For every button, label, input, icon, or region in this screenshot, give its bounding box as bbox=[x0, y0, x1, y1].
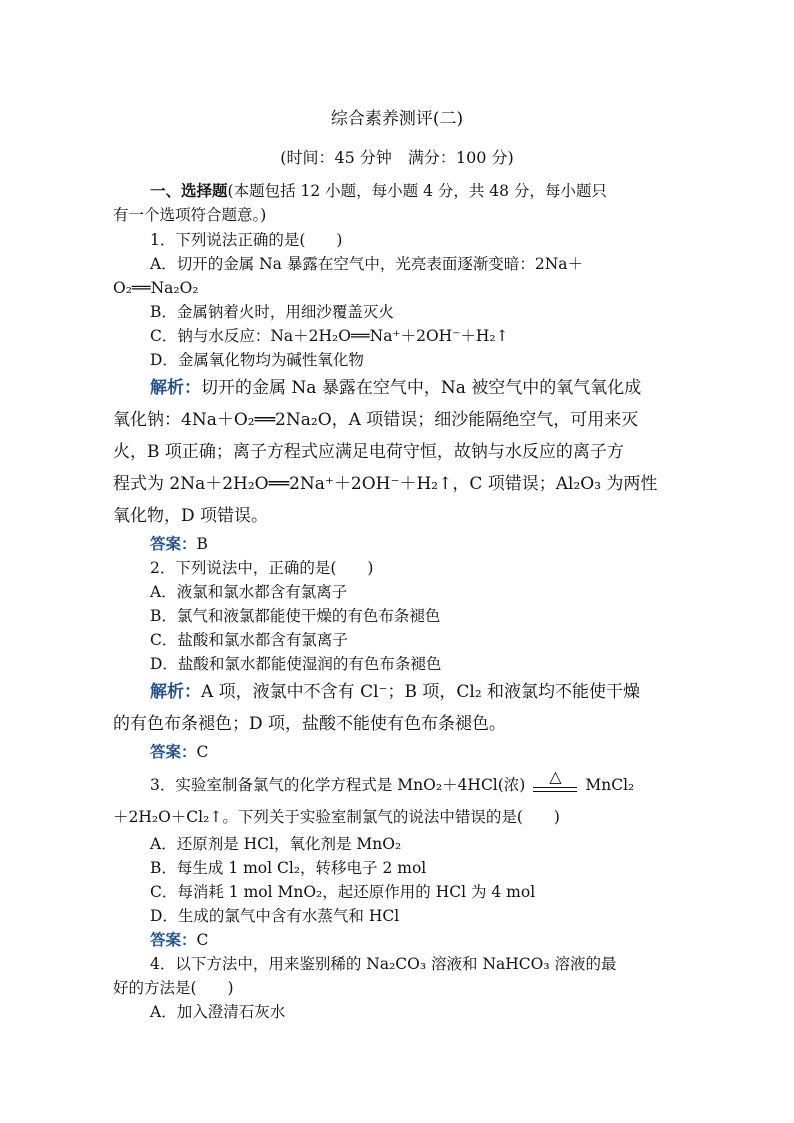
section-heading: 一、选择题 bbox=[150, 181, 228, 200]
q3-stem-line1 bbox=[150, 767, 635, 797]
q3-option-d: D．生成的氯气中含有水蒸气和 HCl bbox=[150, 907, 400, 925]
section-desc-line1: (本题包括 12 小题，每小题 4 分，共 48 分，每小题只 bbox=[227, 182, 607, 200]
q3-answer-label: 答案： bbox=[150, 930, 197, 949]
q2-analysis-line1 bbox=[150, 680, 640, 704]
page-subtitle: (时间：45 分钟 满分：100 分) bbox=[280, 148, 514, 167]
q4-stem-line1: 4．以下方法中，用来鉴别稀的 Na₂CO₃ 溶液和 NaHCO₃ 溶液的最 bbox=[150, 955, 617, 973]
q3-answer bbox=[150, 929, 208, 951]
q1-option-b: B．金属钠着火时，用细沙覆盖灭火 bbox=[150, 303, 394, 321]
q1-answer-label: 答案： bbox=[150, 534, 197, 553]
reaction-heat-sign bbox=[533, 767, 577, 797]
q2-answer bbox=[150, 741, 208, 763]
q1-option-a-line1: A．切开的金属 Na 暴露在空气中，光亮表面逐渐变暗：2Na＋ bbox=[150, 255, 584, 273]
q1-analysis-text1: 切开的金属 Na 暴露在空气中，Na 被空气中的氧气氧化成 bbox=[201, 378, 642, 398]
q2-answer-label: 答案： bbox=[150, 742, 197, 761]
q2-option-a: A．液氯和氯水都含有氯离子 bbox=[150, 583, 348, 601]
q2-analysis-text1: A 项，液氯中不含有 Cl⁻；B 项，Cl₂ 和液氯均不能使干燥 bbox=[201, 682, 641, 702]
q3-stem-line2: ＋2H₂O＋Cl₂↑。下列关于实验室制氯气的说法中错误的是( ) bbox=[113, 808, 560, 826]
q3-option-a: A．还原剂是 HCl，氧化剂是 MnO₂ bbox=[150, 835, 402, 853]
q2-option-c: C．盐酸和氯水都含有氯离子 bbox=[150, 631, 348, 649]
q1-analysis-label: 解析： bbox=[150, 378, 201, 398]
q3-stem-text1b: MnCl₂ bbox=[585, 776, 635, 794]
heat-triangle-icon: △ bbox=[549, 767, 562, 786]
q2-stem: 2．下列说法中，正确的是( ) bbox=[150, 559, 374, 577]
q2-option-d: D．盐酸和氯水都能使湿润的有色布条褪色 bbox=[150, 655, 442, 673]
section-intro bbox=[150, 180, 607, 202]
q1-analysis-line5: 氧化物，D 项错误。 bbox=[113, 506, 269, 526]
q3-answer-value: C bbox=[196, 931, 209, 949]
q1-option-d: D．金属氧化物均为碱性氧化物 bbox=[150, 351, 364, 369]
q2-answer-value: C bbox=[196, 743, 209, 761]
q1-option-c: C．钠与水反应：Na＋2H₂O══Na⁺＋2OH⁻＋H₂↑ bbox=[150, 327, 509, 345]
q3-option-c: C．每消耗 1 mol MnO₂，起还原作用的 HCl 为 4 mol bbox=[150, 883, 536, 901]
q2-analysis-label: 解析： bbox=[150, 682, 201, 702]
q3-stem-text1: 3．实验室制备氯气的化学方程式是 MnO₂＋4HCl(浓) bbox=[150, 776, 526, 794]
section-desc-line2: 有一个选项符合题意。) bbox=[113, 206, 267, 224]
q2-option-b: B．氯气和液氯都能使干燥的有色布条褪色 bbox=[150, 607, 441, 625]
q4-option-a: A．加入澄清石灰水 bbox=[150, 1003, 286, 1021]
q4-stem-line2: 好的方法是( ) bbox=[113, 979, 234, 997]
q1-option-a-line2: O₂══Na₂O₂ bbox=[113, 279, 199, 297]
page-title: 综合素养测评(二) bbox=[330, 109, 464, 129]
q1-analysis-line3: 火，B 项正确；离子方程式应满足电荷守恒，故钠与水反应的离子方 bbox=[113, 442, 624, 462]
q2-analysis-line2: 的有色布条褪色；D 项，盐酸不能使有色布条褪色。 bbox=[113, 714, 507, 734]
q1-stem: 1．下列说法正确的是( ) bbox=[150, 231, 343, 249]
q3-option-b: B．每生成 1 mol Cl₂，转移电子 2 mol bbox=[150, 859, 427, 877]
q1-analysis-line4: 程式为 2Na＋2H₂O══2Na⁺＋2OH⁻＋H₂↑，C 项错误；Al₂O₃ 为两性 bbox=[113, 474, 658, 494]
q1-answer-value: B bbox=[196, 535, 208, 553]
q1-answer bbox=[150, 533, 208, 555]
q1-analysis-line1 bbox=[150, 376, 641, 400]
q1-analysis-line2: 氧化钠：4Na＋O₂══2Na₂O，A 项错误；细沙能隔绝空气，可用来灭 bbox=[113, 410, 639, 430]
